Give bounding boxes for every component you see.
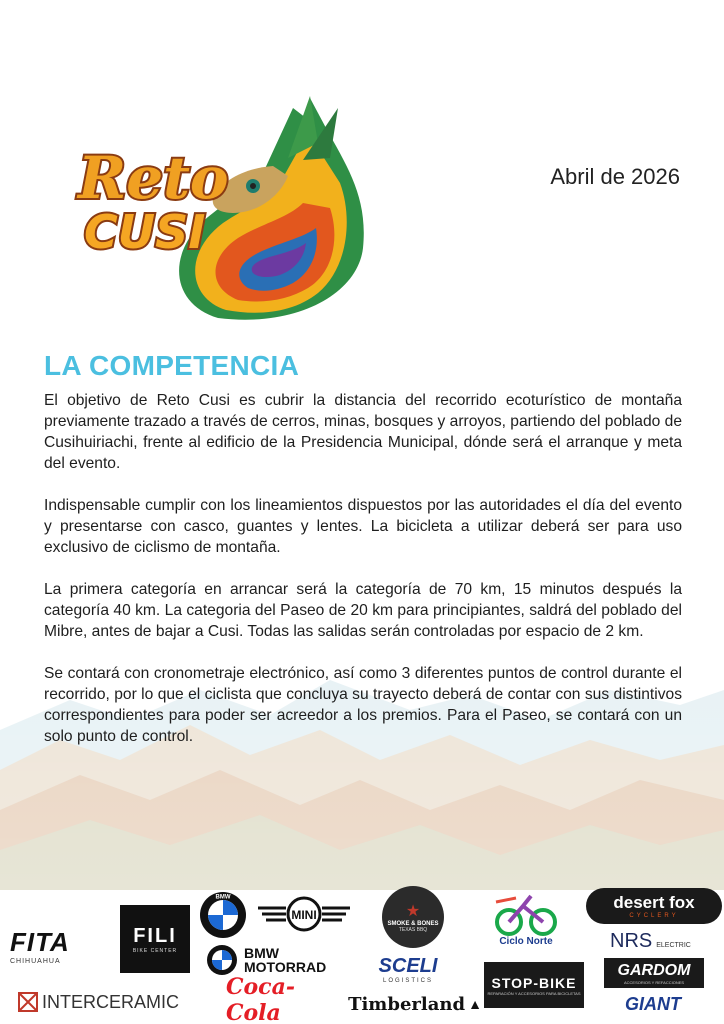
sponsor-giant-logo: GIANT	[625, 993, 681, 1014]
document-date: Abril de 2026	[550, 164, 680, 189]
paragraph-categories: La primera categoría en arrancar será la categoría de 70 km, 15 minutos después la categoría 40 km. La categoria del Paseo de 20 km para principiantes, saldrá del poblado del Mibre, antes de bajar a Cusi. Todas las salidas serán controladas por espacio de 2 km.	[44, 581, 682, 640]
sponsor-mini-logo	[256, 896, 352, 936]
sponsor-fita-logo: FITA CHIHUAHUA	[10, 927, 70, 965]
sponsor-timberland-logo: Timberland ▲	[348, 993, 482, 1015]
paragraph-objective: El objetivo de Reto Cusi es cubrir la distancia del recorrido ecoturístico de montaña previamente trazado a través de cerros, minas, bosques y arroyos, partiendo del poblado de Cusihuiriachi, frente al edificio de la Presidencia Municipal, dónde será el arranque y meta del evento.	[44, 392, 682, 472]
tree-icon: ▲	[468, 996, 482, 1012]
svg-text:MINI: MINI	[291, 908, 317, 922]
sponsor-interceramic-logo: INTERCERAMIC	[18, 990, 204, 1014]
sponsor-ciclo-norte-logo: Ciclo Norte	[488, 886, 564, 952]
sponsor-fili-logo: FILI BIKE CENTER	[120, 905, 190, 973]
interceramic-grid-icon	[18, 992, 38, 1012]
logo-cusi-text: CUSI	[84, 205, 206, 259]
sponsor-smoke-bones-logo: ★ SMOKE & BONES TEXAS BBQ	[382, 886, 444, 948]
paragraph-requirements: Indispensable cumplir con los lineamientos dispuestos por las autoridades el día del evento y presentarse con casco, guantes y lentes. La bicicleta a utilizar deberá ser para uso exclusivo de ciclismo de montaña.	[44, 497, 682, 556]
sponsor-nrs-logo: NRS ELECTRIC	[610, 929, 691, 952]
section-title: LA COMPETENCIA	[44, 350, 300, 381]
section-body	[44, 390, 682, 768]
sponsor-sceli-logo: SCELI LOGISTICS	[378, 954, 438, 984]
sponsor-desert-fox-logo: desert fox CYCLERY	[586, 888, 722, 924]
sponsor-bmw-motorrad-logo: BMW MOTORRAD	[206, 942, 346, 978]
sponsor-cocacola-logo: Coca-Cola	[226, 974, 295, 1024]
sponsor-bmw-logo	[198, 890, 248, 940]
svg-text:BMW: BMW	[215, 894, 231, 901]
reto-cusi-logo	[48, 88, 384, 334]
sponsor-stop-bike-logo: STOP-BIKE REPARACIÓN Y ACCESORIOS PARA BICICLETAS	[484, 962, 584, 1008]
paragraph-timing: Se contará con cronometraje electrónico, así como 3 diferentes puntos de control durante el recorrido, por lo que el ciclista que concluya su trayecto deberá de contar con sus distintivos correspondientes para poder ser acreedor a los premios. Para el Paseo, se contará con un solo punto de control.	[44, 665, 682, 745]
sponsors-strip	[0, 880, 724, 1024]
logo-reto-text: Reto	[78, 144, 229, 212]
sponsor-gardom-logo: GARDOM ACCESORIOS Y REFACCIONES	[604, 958, 704, 988]
